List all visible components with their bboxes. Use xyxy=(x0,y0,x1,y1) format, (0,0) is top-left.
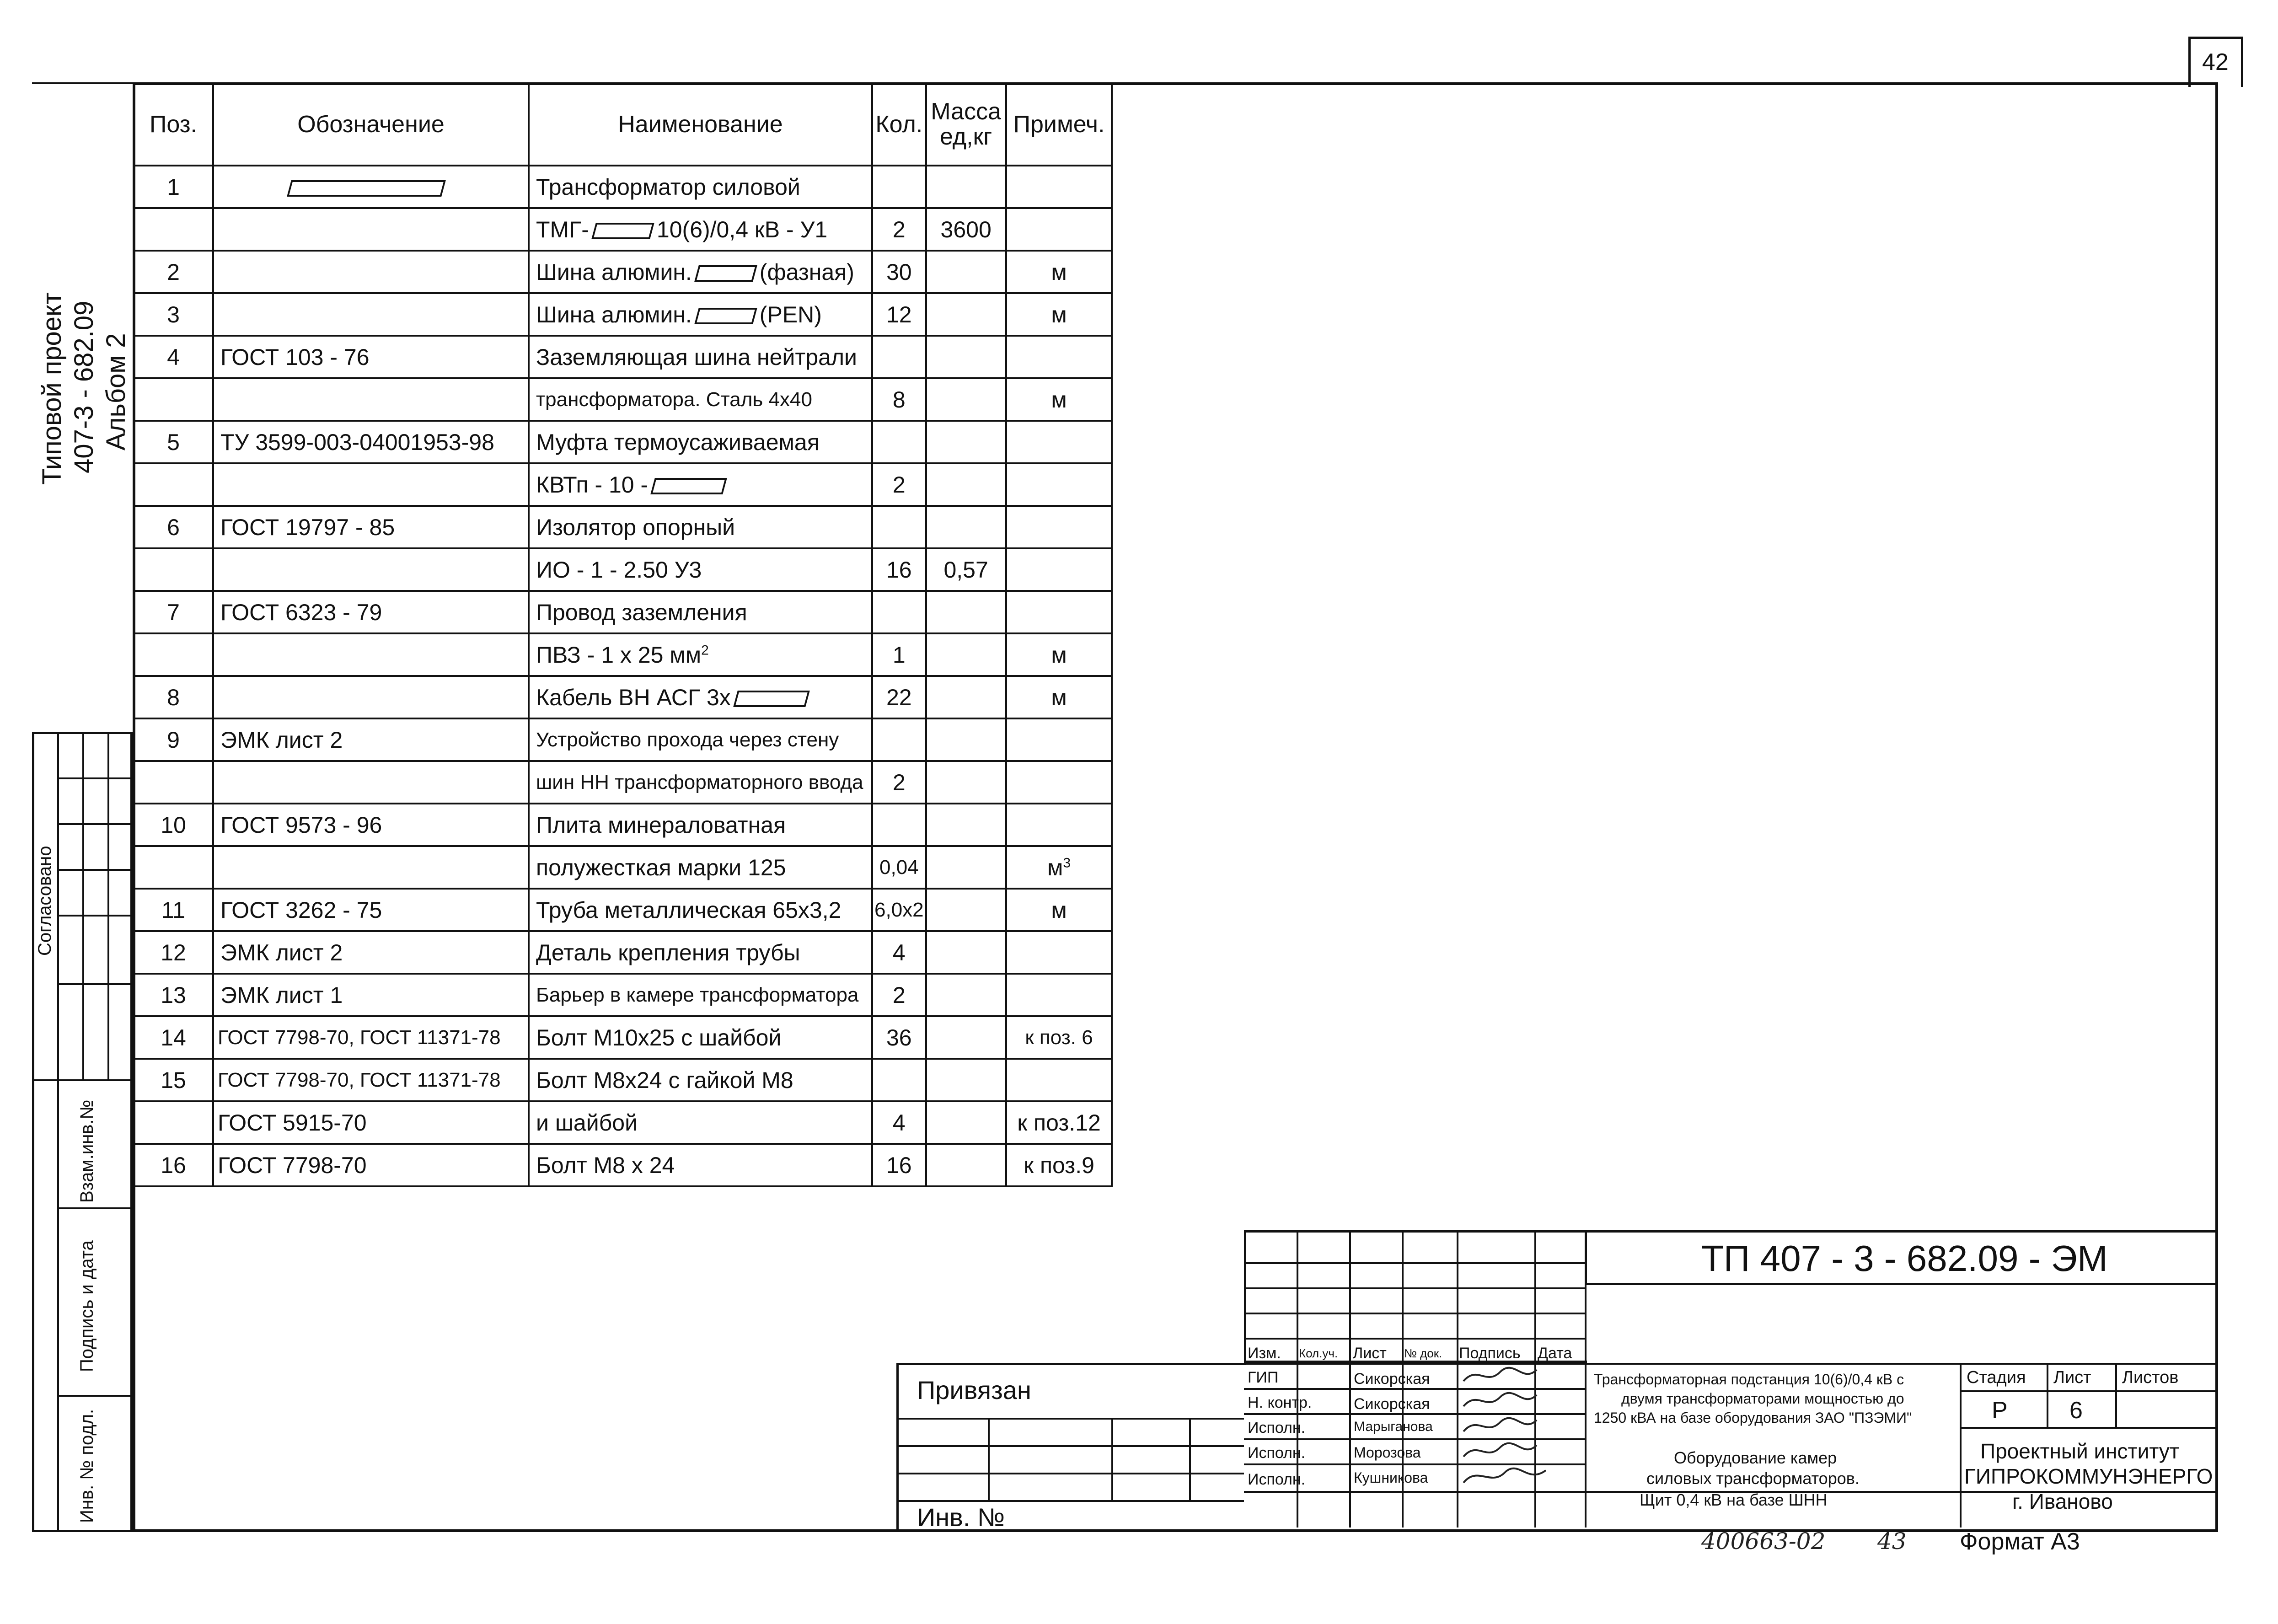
cell-pos: 14 xyxy=(134,1016,213,1059)
tb-divider xyxy=(2047,1363,2048,1427)
org-line2: ГИПРОКОММУНЭНЕРГО xyxy=(1964,1464,2213,1488)
side-stamp-divider xyxy=(32,1079,133,1081)
format-label: Формат А3 xyxy=(1960,1528,2080,1555)
cell-qty xyxy=(872,506,926,548)
rev-grid-divider xyxy=(1244,1313,1585,1314)
cell-mass xyxy=(926,378,1006,421)
side-stamp-divider xyxy=(57,983,133,985)
signature-ispoln-1 xyxy=(1463,1418,1537,1431)
side-stamp-divider xyxy=(57,732,59,1532)
cell-pos: 2 xyxy=(134,251,213,293)
cell-qty: 2 xyxy=(872,463,926,506)
cell-name xyxy=(529,293,872,336)
cell-qty: 4 xyxy=(872,931,926,974)
side-stamp-divider xyxy=(82,732,84,1079)
role-ispoln-1-name: Марыганова xyxy=(1354,1419,1433,1434)
side-stamp-divider xyxy=(57,823,133,825)
col-mass-line2: ед,кг xyxy=(939,123,992,150)
cell-note: м xyxy=(1006,293,1112,336)
tb-divider xyxy=(1960,1390,2218,1392)
cell-qty xyxy=(872,1059,926,1101)
project-title-line3: 1250 кВА на базе оборудования ЗАО "ПЗЭМИ" xyxy=(1594,1410,1912,1426)
binding-divider xyxy=(896,1500,1244,1502)
sheet-value: 6 xyxy=(2069,1397,2083,1424)
role-ispoln-2: Исполн. xyxy=(1248,1444,1306,1462)
cell-qty: 4 xyxy=(872,1101,926,1144)
drawing-title-line1: Оборудование камер xyxy=(1674,1448,1837,1467)
cell-pos: 5 xyxy=(134,421,213,463)
cell-pos xyxy=(134,846,213,889)
side-stamp-replaced-inv: Взам.инв.№ xyxy=(77,1099,97,1203)
cell-pos: 12 xyxy=(134,931,213,974)
cell-name: Труба металлическая 65х3,2 xyxy=(529,889,872,931)
cell-qty: 6,0х2 xyxy=(872,889,926,931)
cell-note xyxy=(1006,974,1112,1016)
cell-designation xyxy=(213,293,529,336)
table-row xyxy=(134,804,1112,846)
cell-mass xyxy=(926,761,1006,804)
name-part: Шина алюмин. xyxy=(536,259,692,285)
signature-nkontr xyxy=(1463,1393,1537,1406)
cell-mass xyxy=(926,421,1006,463)
side-title-line3: Альбом 2 xyxy=(101,333,131,450)
cell-mass xyxy=(926,1059,1006,1101)
binding-divider xyxy=(896,1418,1244,1420)
col-mass xyxy=(926,83,1006,166)
cell-note: м xyxy=(1006,676,1112,718)
binding-divider xyxy=(896,1445,1244,1447)
cell-designation: ГОСТ 7798-70, ГОСТ 11371-78 xyxy=(213,1059,529,1101)
binding-divider xyxy=(1111,1418,1113,1500)
rev-grid-divider xyxy=(1457,1230,1458,1528)
table-row xyxy=(134,421,1112,463)
sheet-number: 42 xyxy=(2202,49,2229,75)
cell-mass xyxy=(926,1016,1006,1059)
col-note: Примеч. xyxy=(1006,83,1112,166)
rev-header-list: Лист xyxy=(1353,1345,1387,1362)
col-pos: Поз. xyxy=(134,83,213,166)
cell-name: Болт М8 х 24 xyxy=(529,1144,872,1186)
cell-pos xyxy=(134,633,213,676)
table-row xyxy=(134,378,1112,421)
signature-gip xyxy=(1463,1368,1537,1381)
cell-mass xyxy=(926,804,1006,846)
cell-mass xyxy=(926,166,1006,208)
cell-mass: 3600 xyxy=(926,208,1006,251)
cell-qty xyxy=(872,421,926,463)
cell-designation: ТУ 3599-003-04001953-98 xyxy=(213,421,529,463)
cell-name: Трансформатор силовой xyxy=(529,166,872,208)
cell-name: шин НН трансформаторного ввода xyxy=(529,761,872,804)
cell-mass xyxy=(926,293,1006,336)
side-stamp-divider xyxy=(57,777,133,779)
binding-divider xyxy=(988,1418,990,1500)
name-part: ПВЗ - 1 х 25 мм xyxy=(536,642,702,668)
table-row xyxy=(134,251,1112,293)
cell-note xyxy=(1006,336,1112,378)
project-title-line1: Трансформаторная подстанция 10(6)/0,4 кВ с xyxy=(1594,1371,1904,1388)
note-part: м xyxy=(1047,854,1063,880)
handwritten-number: 43 xyxy=(1877,1528,1907,1554)
table-row xyxy=(134,506,1112,548)
cell-designation xyxy=(213,208,529,251)
blank-field xyxy=(733,691,810,707)
cell-note: м xyxy=(1006,889,1112,931)
cell-note xyxy=(1006,931,1112,974)
cell-qty: 0,04 xyxy=(872,846,926,889)
cell-mass xyxy=(926,889,1006,931)
cell-qty xyxy=(872,336,926,378)
table-row xyxy=(134,548,1112,591)
rev-header-izm: Изм. xyxy=(1248,1345,1281,1362)
cell-pos: 9 xyxy=(134,718,213,761)
cell-designation xyxy=(213,548,529,591)
cell-note xyxy=(1006,506,1112,548)
cell-designation: ГОСТ 103 - 76 xyxy=(213,336,529,378)
name-part: Шина алюмин. xyxy=(536,301,692,327)
cell-designation: ЭМК лист 2 xyxy=(213,931,529,974)
role-gip: ГИП xyxy=(1248,1369,1279,1386)
cell-qty: 2 xyxy=(872,208,926,251)
cell-name: Муфта термоусаживаемая xyxy=(529,421,872,463)
cell-mass xyxy=(926,506,1006,548)
cell-mass xyxy=(926,336,1006,378)
superscript: 3 xyxy=(1063,855,1071,870)
name-part: 10(6)/0,4 кВ - У1 xyxy=(656,216,828,242)
blank-field xyxy=(694,308,757,324)
cell-qty xyxy=(872,804,926,846)
cell-name: и шайбой xyxy=(529,1101,872,1144)
side-stamp-divider xyxy=(107,732,109,1079)
rev-header-koluch: Кол.уч. xyxy=(1299,1346,1338,1360)
name-part: Кабель ВН АСГ 3х xyxy=(536,684,731,710)
cell-qty: 8 xyxy=(872,378,926,421)
table-row xyxy=(134,676,1112,718)
cell-qty: 12 xyxy=(872,293,926,336)
cell-pos: 8 xyxy=(134,676,213,718)
cell-qty: 22 xyxy=(872,676,926,718)
cell-pos: 7 xyxy=(134,591,213,633)
table-row xyxy=(134,1144,1112,1186)
col-name: Наименование xyxy=(529,83,872,166)
specification-table xyxy=(133,82,1113,1187)
cell-pos: 1 xyxy=(134,166,213,208)
cell-name: полужесткая марки 125 xyxy=(529,846,872,889)
cell-name: Изолятор опорный xyxy=(529,506,872,548)
role-ispoln-3-name: Кушникова xyxy=(1354,1469,1428,1486)
cell-pos: 3 xyxy=(134,293,213,336)
table-row xyxy=(134,1016,1112,1059)
cell-name: трансформатора. Сталь 4х40 xyxy=(529,378,872,421)
document-code: ТП 407 - 3 - 682.09 - ЭМ xyxy=(1701,1238,2108,1279)
cell-name: Барьер в камере трансформатора xyxy=(529,974,872,1016)
cell-name: Болт М8х24 с гайкой М8 xyxy=(529,1059,872,1101)
table-row xyxy=(134,931,1112,974)
cell-name xyxy=(529,633,872,676)
cell-note: к поз. 6 xyxy=(1006,1016,1112,1059)
spec-header-row xyxy=(134,83,1112,166)
side-stamp-divider xyxy=(57,915,133,917)
rev-header-doc: № док. xyxy=(1404,1346,1442,1360)
cell-mass xyxy=(926,591,1006,633)
table-row xyxy=(134,846,1112,889)
sheets-label: Листов xyxy=(2122,1368,2179,1387)
name-part: ТМГ- xyxy=(536,216,589,242)
cell-mass xyxy=(926,633,1006,676)
table-row xyxy=(134,633,1112,676)
table-row xyxy=(134,718,1112,761)
sheet-label: Лист xyxy=(2053,1368,2091,1387)
signature-ispoln-2 xyxy=(1463,1443,1537,1457)
cell-note xyxy=(1006,421,1112,463)
table-row xyxy=(134,208,1112,251)
cell-designation: ГОСТ 5915-70 xyxy=(213,1101,529,1144)
cell-designation: ГОСТ 7798-70 xyxy=(213,1144,529,1186)
cell-designation xyxy=(213,846,529,889)
side-stamp-divider xyxy=(57,1207,133,1209)
tb-divider xyxy=(1960,1363,1962,1528)
signatures xyxy=(1459,1363,1550,1491)
side-stamp-divider xyxy=(57,869,133,871)
name-part: (фазная) xyxy=(759,259,854,285)
cell-pos: 11 xyxy=(134,889,213,931)
blank-field xyxy=(650,478,727,494)
rev-header-signature: Подпись xyxy=(1459,1345,1521,1362)
cell-name: Заземляющая шина нейтрали xyxy=(529,336,872,378)
blank-field xyxy=(591,223,654,239)
rev-grid-divider xyxy=(1585,1230,1587,1528)
org-line3: г. Иваново xyxy=(2012,1490,2113,1513)
cell-name: Провод заземления xyxy=(529,591,872,633)
table-row xyxy=(134,889,1112,931)
table-row xyxy=(134,1059,1112,1101)
role-ispoln-2-name: Морозова xyxy=(1354,1444,1421,1461)
cell-name xyxy=(529,251,872,293)
cell-note xyxy=(1006,846,1112,889)
cell-name: ИО - 1 - 2.50 У3 xyxy=(529,548,872,591)
table-row xyxy=(134,591,1112,633)
side-stamp-signature-date: Подпись и дата xyxy=(77,1240,97,1372)
drawing-title-line3: Щит 0,4 кВ на базе ШНН xyxy=(1640,1490,1828,1509)
cell-note: м xyxy=(1006,633,1112,676)
table-row xyxy=(134,293,1112,336)
cell-name xyxy=(529,463,872,506)
cell-note xyxy=(1006,463,1112,506)
binding-divider xyxy=(896,1473,1244,1474)
cell-name: Устройство прохода через стену xyxy=(529,718,872,761)
tb-divider xyxy=(1960,1427,2218,1429)
cell-designation xyxy=(213,676,529,718)
rev-grid-divider xyxy=(1349,1230,1351,1528)
superscript: 2 xyxy=(701,642,709,658)
cell-designation xyxy=(213,463,529,506)
cell-name: Деталь крепления трубы xyxy=(529,931,872,974)
cell-qty: 2 xyxy=(872,761,926,804)
cell-mass xyxy=(926,1144,1006,1186)
cell-qty xyxy=(872,591,926,633)
cell-mass xyxy=(926,251,1006,293)
cell-pos: 16 xyxy=(134,1144,213,1186)
cell-qty: 36 xyxy=(872,1016,926,1059)
cell-note xyxy=(1006,591,1112,633)
cell-mass xyxy=(926,463,1006,506)
cell-designation xyxy=(213,378,529,421)
table-row xyxy=(134,761,1112,804)
cell-qty: 2 xyxy=(872,974,926,1016)
blank-field xyxy=(287,180,446,197)
cell-note: к поз.9 xyxy=(1006,1144,1112,1186)
binding-label: Привязан xyxy=(917,1376,1031,1404)
table-row xyxy=(134,463,1112,506)
cell-designation: ГОСТ 3262 - 75 xyxy=(213,889,529,931)
rev-header-date: Дата xyxy=(1538,1345,1572,1362)
cell-note: м xyxy=(1006,251,1112,293)
col-mass-line1: Масса xyxy=(931,98,1002,125)
cell-pos xyxy=(134,463,213,506)
stage-label: Стадия xyxy=(1967,1368,2026,1387)
table-row xyxy=(134,1101,1112,1144)
role-gip-name: Сикорская xyxy=(1354,1370,1430,1388)
cell-note: м xyxy=(1006,378,1112,421)
cell-qty xyxy=(872,166,926,208)
cell-pos: 15 xyxy=(134,1059,213,1101)
name-part: КВТп - 10 - xyxy=(536,472,649,498)
tb-divider xyxy=(2115,1363,2117,1427)
role-nkontr-name: Сикорская xyxy=(1354,1395,1430,1413)
rev-grid-divider xyxy=(1244,1262,1585,1264)
cell-designation: ГОСТ 6323 - 79 xyxy=(213,591,529,633)
cell-qty: 30 xyxy=(872,251,926,293)
cell-designation: ЭМК лист 1 xyxy=(213,974,529,1016)
cell-designation xyxy=(213,633,529,676)
drawing-title-line2: силовых трансформаторов. xyxy=(1646,1469,1860,1488)
cell-pos: 10 xyxy=(134,804,213,846)
rev-grid-divider xyxy=(1244,1363,2218,1365)
binding-inv-label: Инв. № xyxy=(917,1503,1005,1532)
cell-note xyxy=(1006,548,1112,591)
cell-designation: ГОСТ 9573 - 96 xyxy=(213,804,529,846)
cell-qty: 1 xyxy=(872,633,926,676)
cell-pos xyxy=(134,1101,213,1144)
table-row xyxy=(134,974,1112,1016)
cell-note xyxy=(1006,166,1112,208)
cell-note xyxy=(1006,761,1112,804)
cell-name: Плита минераловатная xyxy=(529,804,872,846)
side-stamp-original-inv: Инв. № подл. xyxy=(77,1409,97,1523)
cell-note: к поз.12 xyxy=(1006,1101,1112,1144)
cell-name: Болт М10х25 с шайбой xyxy=(529,1016,872,1059)
cell-designation: ГОСТ 19797 - 85 xyxy=(213,506,529,548)
org-line1: Проектный институт xyxy=(1980,1439,2179,1463)
side-title-line2: 407-3 - 682.09 xyxy=(69,300,99,473)
handwritten-code: 400663-02 xyxy=(1701,1528,1826,1554)
cell-pos: 4 xyxy=(134,336,213,378)
side-stamp-divider xyxy=(57,1395,133,1397)
blank-field xyxy=(694,265,757,282)
cell-qty: 16 xyxy=(872,548,926,591)
rev-grid-divider xyxy=(1244,1287,1585,1289)
cell-name xyxy=(529,208,872,251)
cell-designation: ГОСТ 7798-70, ГОСТ 11371-78 xyxy=(213,1016,529,1059)
col-designation: Обозначение xyxy=(213,83,529,166)
cell-mass xyxy=(926,846,1006,889)
cell-designation: ЭМК лист 2 xyxy=(213,718,529,761)
side-title-line1: Типовой проект xyxy=(37,292,67,485)
cell-pos xyxy=(134,761,213,804)
cell-name xyxy=(529,676,872,718)
cell-note xyxy=(1006,804,1112,846)
cell-qty: 16 xyxy=(872,1144,926,1186)
cell-mass xyxy=(926,931,1006,974)
cell-pos xyxy=(134,208,213,251)
role-ispoln-3: Исполн. xyxy=(1248,1471,1306,1488)
cell-note xyxy=(1006,718,1112,761)
role-ispoln-1: Исполн. xyxy=(1248,1419,1306,1436)
cell-pos: 13 xyxy=(134,974,213,1016)
cell-pos: 6 xyxy=(134,506,213,548)
cell-mass xyxy=(926,676,1006,718)
cell-qty xyxy=(872,718,926,761)
binding-divider xyxy=(1189,1418,1191,1500)
table-row xyxy=(134,336,1112,378)
role-nkontr: Н. контр. xyxy=(1248,1394,1312,1411)
stage-value: Р xyxy=(1992,1397,2008,1424)
cell-mass xyxy=(926,1101,1006,1144)
cell-pos xyxy=(134,378,213,421)
cell-designation xyxy=(213,761,529,804)
side-stamp-agreed: Согласовано xyxy=(35,846,55,956)
signature-ispoln-3 xyxy=(1463,1469,1546,1483)
table-row xyxy=(134,166,1112,208)
cell-note xyxy=(1006,1059,1112,1101)
cell-designation xyxy=(213,251,529,293)
cell-note xyxy=(1006,208,1112,251)
cell-pos xyxy=(134,548,213,591)
rev-grid-divider xyxy=(1244,1338,1585,1340)
cell-designation xyxy=(213,166,529,208)
name-part: (PEN) xyxy=(759,301,822,327)
cell-mass xyxy=(926,718,1006,761)
cell-mass xyxy=(926,974,1006,1016)
cell-mass: 0,57 xyxy=(926,548,1006,591)
project-title-line2: двумя трансформаторами мощностью до xyxy=(1621,1390,1904,1407)
col-qty: Кол. xyxy=(872,83,926,166)
